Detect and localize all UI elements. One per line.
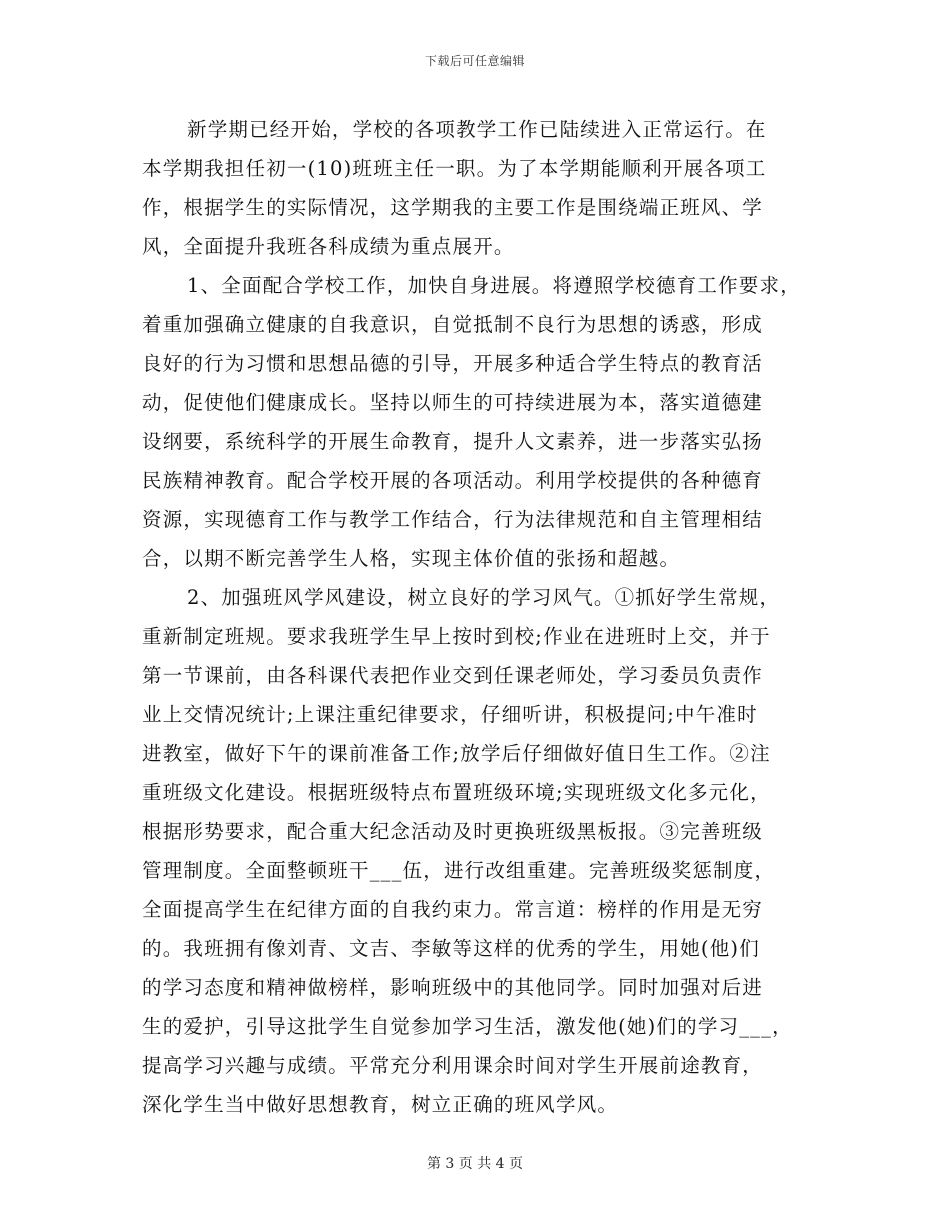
text-line: 深化学生当中做好思想教育，树立正确的班风学风。 <box>142 1093 619 1116</box>
page-number-footer: 第 3 页 共 4 页 <box>426 1156 524 1172</box>
paragraph-item-1 <box>142 266 812 578</box>
text-line: 合，以期不断完善学生人格，实现主体价值的张扬和超越。 <box>142 547 681 570</box>
text-line: 本学期我担任初一(10)班班主任一职。为了本学期能顺利开展各项工 <box>142 157 767 180</box>
text-line: 提高学习兴趣与成绩。平常充分利用课余时间对学生开展前途教育， <box>142 1054 764 1077</box>
text-line: 设纲要，系统科学的开展生命教育，提升人文素养，进一步落实弘扬 <box>142 430 764 453</box>
document-body <box>142 110 812 1124</box>
text-line: 的学习态度和精神做榜样，影响班级中的其他同学。同时加强对后进 <box>142 976 764 999</box>
text-line: 2、加强班风学风建设，树立良好的学习风气。①抓好学生常规， <box>187 586 781 609</box>
text-line: 管理制度。全面整顿班干___伍，进行改组重建。完善班级奖惩制度， <box>142 859 776 882</box>
paragraph-item-2 <box>142 578 812 1124</box>
text-line: 业上交情况统计;上课注重纪律要求，仔细听讲，积极提问;中午准时 <box>142 703 758 726</box>
text-line: 作，根据学生的实际情况，这学期我的主要工作是围绕端正班风、学 <box>142 196 764 219</box>
text-line: 重新制定班规。要求我班学生早上按时到校;作业在进班时上交，并于 <box>142 625 771 648</box>
text-line: 动，促使他们健康成长。坚持以师生的可持续进展为本，落实道德建 <box>142 391 764 414</box>
text-line: 根据形势要求，配合重大纪念活动及时更换班级黑板报。③完善班级 <box>142 820 764 843</box>
text-line: 民族精神教育。配合学校开展的各项活动。利用学校提供的各种德育 <box>142 469 764 492</box>
text-line: 生的爱护，引导这批学生自觉参加学习生活，激发他(她)们的学习___， <box>142 1015 793 1038</box>
text-line: 资源，实现德育工作与教学工作结合，行为法律规范和自主管理相结 <box>142 508 764 531</box>
text-line: 重班级文化建设。根据班级特点布置班级环境;实现班级文化多元化， <box>142 781 771 804</box>
text-line: 新学期已经开始，学校的各项教学工作已陆续进入正常运行。在 <box>187 118 767 141</box>
text-line: 风，全面提升我班各科成绩为重点展开。 <box>142 235 515 258</box>
text-line: 进教室，做好下午的课前准备工作;放学后仔细做好值日生工作。②注 <box>142 742 771 765</box>
text-line: 的。我班拥有像刘青、文吉、李敏等这样的优秀的学生，用她(他)们 <box>142 937 760 960</box>
text-line: 良好的行为习惯和思想品德的引导，开展多种适合学生特点的教育活 <box>142 352 764 375</box>
text-line: 全面提高学生在纪律方面的自我约束力。常言道：榜样的作用是无穷 <box>142 898 764 921</box>
text-line: 着重加强确立健康的自我意识，自觉抵制不良行为思想的诱惑，形成 <box>142 313 764 336</box>
page-header: 下载后可任意编辑 <box>424 54 525 68</box>
paragraph-intro <box>142 110 812 266</box>
text-line: 第一节课前，由各科课代表把作业交到任课老师处，学习委员负责作 <box>142 664 764 687</box>
text-line: 1、全面配合学校工作，加快自身进展。将遵照学校德育工作要求， <box>187 274 801 297</box>
